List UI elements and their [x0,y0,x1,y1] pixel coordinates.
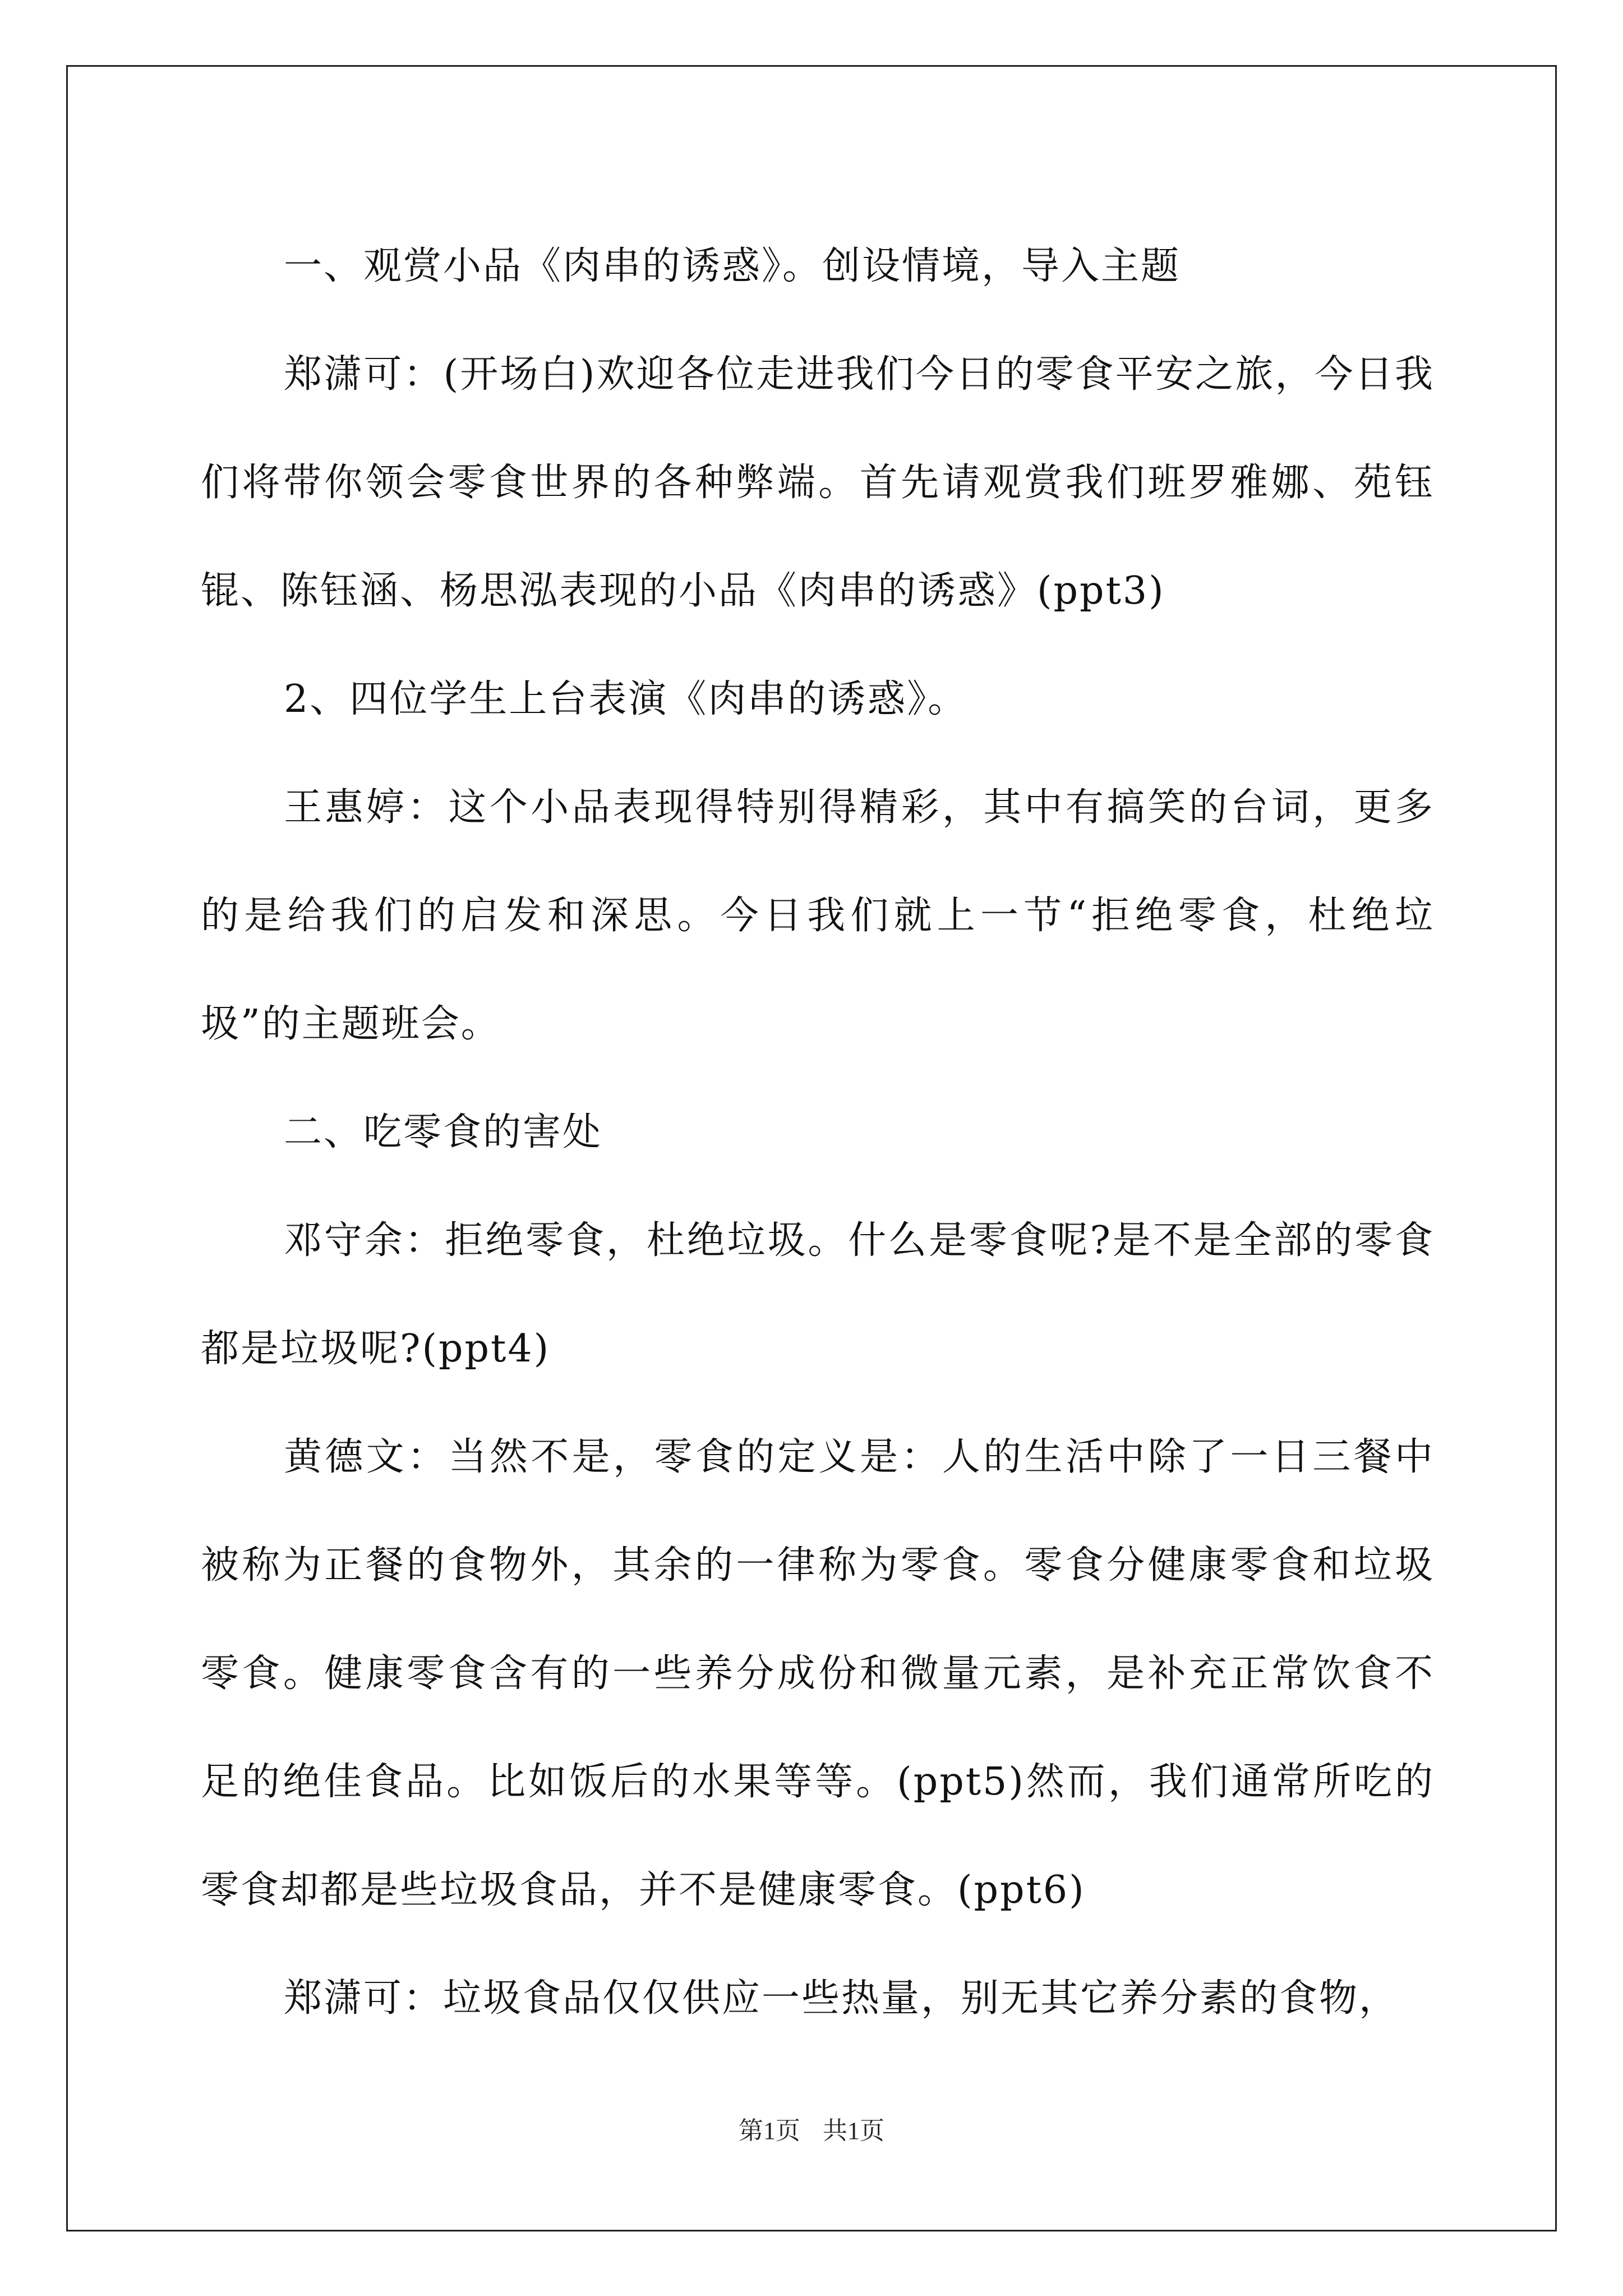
paragraph-4: 王惠婷：这个小品表现得特别得精彩，其中有搞笑的台词，更多的是给我们的启发和深思。今日我们就上一节“拒绝零食，杜绝垃圾”的主题班会。 [201,785,1435,1046]
paragraph-5: 二、吃零食的害处 [284,1110,603,1154]
page-number-current: 第1页 [739,2117,800,2145]
paragraph-1: 一、观赏小品《肉串的诱惑》。创设情境，导入主题 [284,244,1181,288]
page-number-total: 共1页 [823,2117,884,2145]
paragraph-2: 郑潇可：(开场白)欢迎各位走进我们今日的零食平安之旅，今日我们将带你领会零食世界的各种弊端。首先请观赏我们班罗雅娜、苑钰锟、陈钰涵、杨思泓表现的小品《肉串的诱惑》(ppt3) [201,352,1435,613]
paragraph-3: 2、四位学生上台表演《肉串的诱惑》。 [284,677,968,721]
page-footer [0,2110,1623,2146]
document-body [201,212,1435,2053]
paragraph-7: 黄德文：当然不是，零食的定义是：人的生活中除了一日三餐中被称为正餐的食物外，其余的一律称为零食。零食分健康零食和垃圾零食。健康零食含有的一些养分成份和微量元素，是补充正常饮食不足的绝佳食品。比如饭后的水果等等。(ppt5)然而，我们通常所吃的零食却都是些垃圾食品，并不是健康零食。(ppt6) [201,1435,1435,1912]
paragraph-8: 郑潇可：垃圾食品仅仅供应一些热量，别无其它养分素的食物， [284,1976,1399,2021]
paragraph-6: 邓守余：拒绝零食，杜绝垃圾。什么是零食呢?是不是全部的零食都是垃圾呢?(ppt4) [201,1218,1435,1371]
